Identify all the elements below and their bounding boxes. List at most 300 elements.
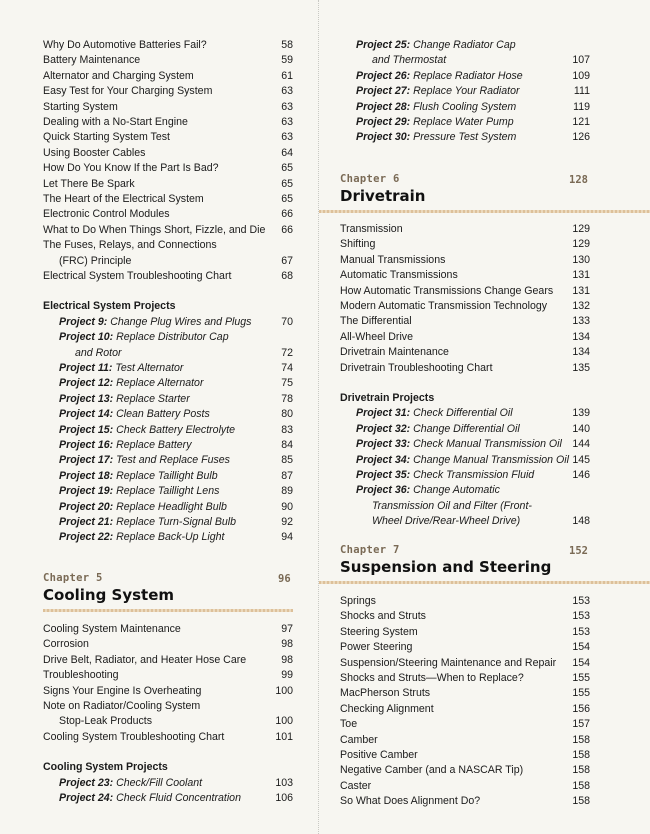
toc-entry-title: Manual Transmissions bbox=[340, 253, 446, 266]
chapter-title: Suspension and Steering bbox=[340, 558, 552, 576]
project-label: Project 12: bbox=[59, 377, 114, 390]
project-label: Project 9: bbox=[59, 315, 108, 328]
toc-entry-title bbox=[356, 83, 520, 99]
toc-entry-title: Dealing with a No-Start Engine bbox=[43, 116, 188, 128]
project-title: Replace Radiator Hose bbox=[413, 69, 523, 82]
toc-page-number: 83 bbox=[281, 423, 293, 436]
toc-entry bbox=[340, 405, 590, 421]
project-label: Project 26: bbox=[356, 69, 411, 82]
toc-page-number: 87 bbox=[281, 469, 293, 482]
toc-entry-title bbox=[356, 452, 569, 468]
project-label: Project 25: bbox=[356, 39, 411, 51]
toc-entry bbox=[43, 314, 293, 330]
toc-entry-title bbox=[356, 129, 516, 145]
toc-page-number: 109 bbox=[572, 69, 590, 82]
toc-page-number: 89 bbox=[281, 485, 293, 498]
toc-entry-title: Shocks and Struts—When to Replace? bbox=[340, 672, 524, 684]
toc-page-number: 98 bbox=[281, 638, 293, 651]
toc-entry-title: Stop-Leak Products bbox=[59, 715, 153, 728]
toc-entry-title: Power Steering bbox=[340, 641, 413, 654]
toc-entry-title: How Automatic Transmissions Change Gears bbox=[340, 284, 554, 297]
project-label: Project 32: bbox=[356, 422, 411, 435]
project-label: Project 13: bbox=[59, 392, 114, 405]
toc-page-number: 106 bbox=[275, 792, 293, 804]
toc-entry bbox=[43, 237, 293, 253]
project-title: Replace Back-Up Light bbox=[116, 531, 225, 544]
toc-page-number: 129 bbox=[572, 223, 590, 235]
toc-page-number: 129 bbox=[572, 238, 590, 251]
toc-entry-title: Signs Your Engine Is Overheating bbox=[43, 684, 202, 697]
toc-page-number: 140 bbox=[572, 422, 590, 435]
toc-entry bbox=[340, 52, 590, 68]
toc-entry-title bbox=[59, 514, 236, 530]
project-label: Project 20: bbox=[59, 500, 114, 513]
toc-page-number: 144 bbox=[572, 438, 590, 451]
toc-entry bbox=[43, 406, 293, 422]
toc-page-number: 68 bbox=[281, 270, 293, 282]
toc-entry bbox=[43, 775, 293, 791]
toc-entry-title: Wheel Drive/Rear-Wheel Drive) bbox=[372, 515, 521, 528]
toc-entry bbox=[43, 375, 293, 391]
toc-entry-title: Quick Starting System Test bbox=[43, 131, 170, 144]
project-title: Replace Water Pump bbox=[413, 116, 514, 128]
toc-page-number: 155 bbox=[572, 672, 590, 684]
toc-entry-title: All-Wheel Drive bbox=[340, 330, 413, 343]
toc-entry-title: (FRC) Principle bbox=[59, 254, 132, 267]
toc-entry-title bbox=[59, 422, 235, 438]
toc-entry bbox=[43, 176, 293, 192]
project-label: Project 17: bbox=[59, 454, 114, 467]
toc-page-number: 135 bbox=[572, 361, 590, 374]
chapter-page-number: 152 bbox=[569, 545, 588, 557]
project-label: Project 31: bbox=[356, 407, 411, 420]
toc-page-number: 158 bbox=[572, 733, 590, 746]
page-fold-divider bbox=[318, 0, 320, 834]
toc-page-number: 66 bbox=[281, 208, 293, 221]
toc-entry-title bbox=[59, 790, 241, 806]
project-title: Check/Fill Coolant bbox=[116, 776, 203, 789]
toc-page-number: 97 bbox=[281, 623, 293, 635]
toc-entry bbox=[340, 83, 590, 99]
toc-entry bbox=[43, 160, 293, 176]
toc-page-number: 100 bbox=[275, 715, 293, 728]
project-title: Replace Taillight Bulb bbox=[116, 469, 218, 482]
toc-entry bbox=[43, 37, 293, 53]
toc-entry bbox=[340, 37, 590, 53]
project-title: Change Plug Wires and Plugs bbox=[110, 315, 252, 328]
toc-entry bbox=[43, 52, 293, 68]
toc-page-number: 92 bbox=[281, 516, 293, 528]
toc-entry bbox=[340, 482, 590, 498]
toc-entry bbox=[43, 83, 293, 99]
toc-page-number: 119 bbox=[573, 100, 590, 113]
toc-entry bbox=[340, 747, 590, 763]
toc-page-number: 131 bbox=[572, 284, 590, 297]
project-title: Replace Distributor Cap bbox=[116, 331, 229, 344]
toc-page-number: 153 bbox=[572, 625, 590, 638]
toc-entry-title: Cooling System Troubleshooting Chart bbox=[43, 730, 225, 743]
toc-entry bbox=[43, 636, 293, 652]
toc-page-number: 72 bbox=[281, 346, 293, 359]
toc-entry bbox=[43, 652, 293, 668]
project-label: Project 10: bbox=[59, 331, 114, 344]
project-label: Project 30: bbox=[356, 131, 411, 144]
toc-page-number: 121 bbox=[572, 116, 590, 128]
toc-page-number: 148 bbox=[572, 515, 590, 528]
project-title: Check Fluid Concentration bbox=[116, 792, 241, 804]
project-label: Project 23: bbox=[59, 776, 114, 789]
toc-entry bbox=[340, 685, 590, 701]
project-title: Clean Battery Posts bbox=[116, 408, 210, 421]
toc-page-number: 158 bbox=[572, 779, 590, 792]
toc-entry-title bbox=[356, 467, 534, 483]
chapter-label: Chapter 7 bbox=[340, 544, 400, 556]
toc-entry bbox=[340, 498, 590, 514]
toc-entry-title: Cooling System Projects bbox=[43, 761, 168, 774]
section-heading bbox=[340, 390, 590, 406]
toc-entry-title: Shifting bbox=[340, 238, 376, 251]
toc-page-number: 65 bbox=[281, 162, 293, 175]
toc-page-number: 63 bbox=[281, 100, 293, 113]
chapter-label: Chapter 5 bbox=[43, 572, 103, 584]
toc-page-number: 131 bbox=[572, 269, 590, 282]
chapter-page-number: 128 bbox=[569, 174, 588, 186]
toc-entry-title: Cooling System Maintenance bbox=[43, 623, 181, 635]
toc-page-number: 153 bbox=[572, 610, 590, 623]
toc-entry bbox=[340, 236, 590, 252]
toc-entry-title: The Heart of the Electrical System bbox=[43, 193, 204, 205]
toc-page-number: 61 bbox=[281, 69, 293, 82]
toc-page-number: 85 bbox=[281, 454, 293, 467]
project-label: Project 27: bbox=[356, 85, 411, 98]
toc-entry bbox=[43, 683, 293, 699]
toc-page-number: 139 bbox=[572, 407, 590, 420]
toc-entry-title: Transmission Oil and Filter (Front- bbox=[372, 499, 532, 512]
project-title: Change Automatic bbox=[413, 484, 500, 497]
toc-entry bbox=[340, 716, 590, 732]
toc-entry-title: MacPherson Struts bbox=[340, 687, 431, 700]
toc-entry-title: Negative Camber (and a NASCAR Tip) bbox=[340, 764, 524, 777]
project-title: Replace Battery bbox=[116, 439, 192, 451]
toc-page-number: 98 bbox=[281, 653, 293, 666]
toc-entry bbox=[43, 422, 293, 438]
toc-entry bbox=[340, 436, 590, 452]
toc-page-number: 133 bbox=[572, 315, 590, 328]
toc-entry bbox=[340, 701, 590, 717]
project-label: Project 34: bbox=[356, 453, 411, 466]
project-label: Project 21: bbox=[59, 516, 114, 528]
toc-entry-title: Battery Maintenance bbox=[43, 54, 141, 67]
project-title: Test Alternator bbox=[115, 362, 184, 374]
toc-entry-title: Why Do Automotive Batteries Fail? bbox=[43, 39, 207, 51]
project-title: Test and Replace Fuses bbox=[116, 454, 230, 467]
chapter-title: Drivetrain bbox=[340, 187, 426, 205]
toc-entry bbox=[340, 344, 590, 360]
toc-entry bbox=[340, 624, 590, 640]
project-title: Flush Cooling System bbox=[413, 100, 517, 113]
toc-entry bbox=[43, 452, 293, 468]
toc-page-number: 99 bbox=[281, 669, 293, 682]
toc-entry bbox=[43, 514, 293, 530]
toc-page-number: 111 bbox=[573, 85, 590, 98]
chapter-rule bbox=[43, 609, 293, 612]
project-title: Change Radiator Cap bbox=[413, 39, 516, 51]
toc-entry bbox=[43, 222, 293, 238]
toc-page-number: 63 bbox=[281, 116, 293, 128]
toc-entry-title: The Fuses, Relays, and Connections bbox=[43, 239, 217, 252]
toc-entry bbox=[43, 529, 293, 545]
toc-entry bbox=[43, 391, 293, 407]
toc-entry bbox=[340, 639, 590, 655]
project-title: Replace Your Radiator bbox=[413, 85, 520, 98]
toc-page-number: 74 bbox=[281, 362, 293, 374]
toc-entry bbox=[43, 329, 293, 345]
toc-entry-title: Camber bbox=[340, 733, 378, 746]
toc-page-number: 158 bbox=[572, 764, 590, 777]
toc-entry bbox=[43, 698, 293, 714]
toc-entry-title: Electrical System Projects bbox=[43, 300, 176, 313]
project-label: Project 24: bbox=[59, 792, 114, 804]
toc-entry-title: and Thermostat bbox=[372, 54, 447, 67]
toc-entry-title bbox=[356, 482, 500, 498]
toc-entry bbox=[340, 329, 590, 345]
toc-entry bbox=[43, 437, 293, 453]
project-label: Project 18: bbox=[59, 469, 114, 482]
toc-entry-title: Drivetrain Projects bbox=[340, 392, 435, 404]
toc-page-number: 126 bbox=[572, 131, 590, 144]
toc-entry bbox=[340, 655, 590, 671]
project-label: Project 35: bbox=[356, 469, 411, 481]
toc-entry-title: Alternator and Charging System bbox=[43, 69, 194, 82]
toc-entry bbox=[340, 313, 590, 329]
section-heading bbox=[43, 298, 293, 314]
toc-entry-title: Easy Test for Your Charging System bbox=[43, 85, 213, 98]
toc-page-number: 145 bbox=[572, 453, 590, 466]
toc-entry bbox=[340, 793, 590, 809]
toc-entry-title bbox=[356, 114, 514, 130]
toc-page-number: 94 bbox=[281, 531, 293, 544]
chapter-rule bbox=[319, 210, 650, 213]
project-title: Check Battery Electrolyte bbox=[116, 423, 236, 436]
project-title: Replace Taillight Lens bbox=[116, 485, 220, 498]
toc-page-number: 134 bbox=[572, 330, 590, 343]
project-title: Replace Alternator bbox=[116, 377, 204, 390]
project-label: Project 19: bbox=[59, 485, 114, 498]
toc-entry-title: Shocks and Struts bbox=[340, 610, 426, 623]
toc-page-number: 146 bbox=[572, 469, 590, 481]
toc-page-number: 59 bbox=[281, 54, 293, 67]
toc-entry-title bbox=[59, 529, 224, 545]
toc-entry-title bbox=[356, 99, 516, 115]
toc-entry bbox=[340, 99, 590, 115]
toc-entry-title: Note on Radiator/Cooling System bbox=[43, 700, 201, 712]
toc-page-number: 103 bbox=[275, 776, 293, 789]
toc-entry bbox=[43, 713, 293, 729]
project-title: Check Transmission Fluid bbox=[413, 469, 535, 481]
toc-entry-title: Let There Be Spark bbox=[43, 177, 135, 190]
toc-entry-title: Suspension/Steering Maintenance and Repair bbox=[340, 656, 557, 669]
toc-entry-title: So What Does Alignment Do? bbox=[340, 795, 481, 808]
toc-entry bbox=[340, 267, 590, 283]
toc-entry-title: Troubleshooting bbox=[43, 669, 119, 682]
toc-entry bbox=[340, 221, 590, 237]
toc-entry-title bbox=[59, 483, 219, 499]
toc-entry-title: Electronic Control Modules bbox=[43, 208, 170, 221]
chapter-label: Chapter 6 bbox=[340, 173, 400, 185]
project-title: Check Differential Oil bbox=[413, 407, 513, 420]
toc-page-number: 134 bbox=[572, 346, 590, 359]
toc-page-number: 153 bbox=[572, 595, 590, 607]
toc-entry bbox=[43, 191, 293, 207]
toc-entry-title bbox=[356, 37, 516, 53]
toc-entry-title bbox=[59, 499, 227, 515]
toc-entry-title: Using Booster Cables bbox=[43, 146, 146, 159]
toc-page-number: 158 bbox=[572, 749, 590, 761]
toc-entry bbox=[43, 129, 293, 145]
toc-page-number: 130 bbox=[572, 253, 590, 266]
toc-page-number: 107 bbox=[572, 54, 590, 67]
toc-entry-title: The Differential bbox=[340, 315, 412, 328]
toc-entry bbox=[340, 670, 590, 686]
toc-entry-title bbox=[59, 406, 210, 422]
toc-entry bbox=[43, 345, 293, 361]
project-label: Project 16: bbox=[59, 439, 114, 451]
toc-entry-title: Drivetrain Maintenance bbox=[340, 346, 449, 359]
toc-page-number: 155 bbox=[572, 687, 590, 700]
toc-entry-title: Drivetrain Troubleshooting Chart bbox=[340, 361, 493, 374]
project-label: Project 15: bbox=[59, 423, 114, 436]
project-label: Project 33: bbox=[356, 438, 411, 451]
toc-entry bbox=[340, 360, 590, 376]
chapter-title: Cooling System bbox=[43, 586, 175, 604]
toc-entry-title: Automatic Transmissions bbox=[340, 269, 458, 282]
toc-page-number: 100 bbox=[275, 684, 293, 697]
toc-page-number: 63 bbox=[281, 85, 293, 98]
toc-page-number: 75 bbox=[281, 377, 293, 390]
toc-entry-title: Drive Belt, Radiator, and Heater Hose Care bbox=[43, 653, 247, 666]
project-title: Change Manual Transmission Oil bbox=[413, 453, 569, 466]
toc-entry-title: Steering System bbox=[340, 625, 418, 638]
toc-entry bbox=[43, 360, 293, 376]
toc-page-number: 158 bbox=[572, 795, 590, 808]
toc-page-number: 63 bbox=[281, 131, 293, 144]
project-title: Check Manual Transmission Oil bbox=[413, 438, 562, 451]
toc-entry-title: Positive Camber bbox=[340, 749, 418, 761]
toc-page-number: 70 bbox=[281, 315, 293, 328]
toc-entry-title: and Rotor bbox=[75, 346, 122, 359]
toc-entry bbox=[340, 593, 590, 609]
toc-entry bbox=[43, 114, 293, 130]
toc-entry-title: Starting System bbox=[43, 100, 118, 113]
toc-entry-title: How Do You Know If the Part Is Bad? bbox=[43, 162, 219, 175]
toc-page-number: 84 bbox=[281, 439, 293, 451]
section-heading bbox=[43, 759, 293, 775]
toc-entry bbox=[340, 762, 590, 778]
toc-entry-title bbox=[59, 360, 183, 376]
toc-entry bbox=[43, 253, 293, 269]
toc-entry bbox=[43, 206, 293, 222]
toc-entry-title bbox=[59, 314, 251, 330]
toc-entry bbox=[43, 667, 293, 683]
toc-page-number: 65 bbox=[281, 177, 293, 190]
toc-entry-title: Electrical System Troubleshooting Chart bbox=[43, 270, 232, 282]
toc-entry bbox=[340, 421, 590, 437]
project-label: Project 28: bbox=[356, 100, 411, 113]
project-label: Project 22: bbox=[59, 531, 114, 544]
project-label: Project 11: bbox=[59, 362, 113, 374]
project-label: Project 14: bbox=[59, 408, 114, 421]
toc-entry bbox=[43, 483, 293, 499]
toc-entry bbox=[340, 129, 590, 145]
toc-entry bbox=[340, 114, 590, 130]
toc-entry-title: Modern Automatic Transmission Technology bbox=[340, 300, 548, 312]
toc-entry-title bbox=[356, 68, 523, 84]
toc-page-number: 157 bbox=[572, 718, 590, 731]
toc-entry-title bbox=[356, 436, 562, 452]
toc-entry bbox=[43, 468, 293, 484]
toc-entry bbox=[340, 513, 590, 529]
toc-entry bbox=[340, 298, 590, 314]
toc-entry bbox=[340, 778, 590, 794]
toc-page-number: 154 bbox=[572, 641, 590, 654]
toc-entry-title bbox=[59, 391, 190, 407]
project-title: Replace Headlight Bulb bbox=[116, 500, 227, 513]
toc-entry-title: Toe bbox=[340, 718, 358, 731]
toc-entry-title: What to Do When Things Short, Fizzle, and Die bbox=[43, 223, 266, 236]
toc-entry-title bbox=[59, 468, 218, 484]
project-title: Change Differential Oil bbox=[413, 422, 520, 435]
toc-entry-title bbox=[356, 405, 513, 421]
toc-entry-title: Corrosion bbox=[43, 638, 89, 651]
project-label: Project 36: bbox=[356, 484, 411, 497]
toc-entry-title bbox=[59, 452, 230, 468]
chapter-page-number: 96 bbox=[278, 573, 291, 585]
toc-entry bbox=[340, 252, 590, 268]
toc-entry-title bbox=[59, 375, 203, 391]
toc-entry-title bbox=[59, 437, 192, 453]
toc-entry bbox=[43, 268, 293, 284]
project-title: Pressure Test System bbox=[413, 131, 517, 144]
toc-page-number: 101 bbox=[275, 730, 293, 743]
toc-entry bbox=[43, 145, 293, 161]
toc-page-number: 67 bbox=[281, 254, 293, 267]
toc-entry-title: Caster bbox=[340, 779, 372, 792]
toc-page-number: 132 bbox=[572, 300, 590, 312]
toc-entry bbox=[340, 68, 590, 84]
chapter-rule bbox=[319, 581, 650, 584]
toc-page-number: 156 bbox=[572, 702, 590, 715]
toc-page-number: 78 bbox=[281, 392, 293, 405]
project-label: Project 29: bbox=[356, 116, 411, 128]
toc-entry bbox=[340, 467, 590, 483]
toc-page-number: 65 bbox=[281, 193, 293, 205]
toc-entry bbox=[340, 452, 590, 468]
project-title: Replace Turn-Signal Bulb bbox=[116, 516, 237, 528]
toc-entry bbox=[43, 621, 293, 637]
toc-entry bbox=[43, 99, 293, 115]
toc-page-number: 64 bbox=[281, 146, 293, 159]
toc-page-number: 154 bbox=[572, 656, 590, 669]
toc-entry bbox=[43, 729, 293, 745]
toc-page-number: 66 bbox=[281, 223, 293, 236]
toc-entry-title: Springs bbox=[340, 595, 376, 607]
toc-entry bbox=[340, 283, 590, 299]
toc-page-number: 90 bbox=[281, 500, 293, 513]
toc-page-number: 58 bbox=[281, 39, 293, 51]
toc-entry-title bbox=[59, 775, 202, 791]
toc-entry bbox=[43, 790, 293, 806]
toc-entry bbox=[340, 732, 590, 748]
